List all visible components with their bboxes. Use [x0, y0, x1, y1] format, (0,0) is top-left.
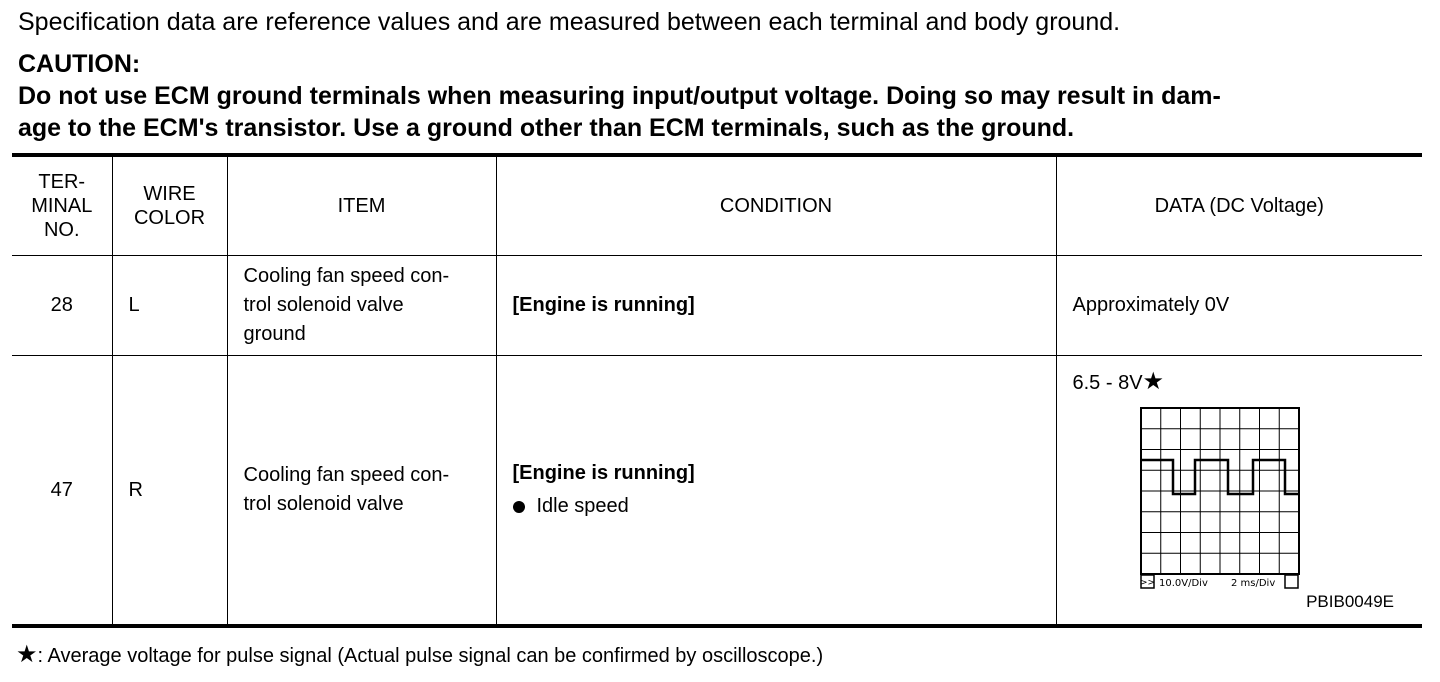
data-cell: [1056, 356, 1422, 627]
item-description: Cooling fan speed con- trol solenoid valve: [227, 356, 496, 627]
caution-text: [18, 80, 1428, 144]
wire-color: R: [112, 356, 227, 627]
oscilloscope-waveform: [1123, 406, 1303, 590]
bullet-icon: [513, 501, 525, 513]
item-description: Cooling fan speed con- trol solenoid valve ground: [227, 256, 496, 356]
wire-color: L: [112, 256, 227, 356]
star-icon: ★: [16, 641, 38, 668]
caution-line-2: age to the ECM's transistor. Use a ground other than ECM terminals, such as the ground.: [18, 114, 1075, 142]
condition: [Engine is running]: [496, 256, 1056, 356]
header-item: ITEM: [227, 155, 496, 256]
table-row: [12, 356, 1422, 627]
header-terminal-no: TER- MINAL NO.: [12, 155, 112, 256]
header-condition: CONDITION: [496, 155, 1056, 256]
scope-mode-icon: >>: [1139, 578, 1155, 588]
terminal-number: 47: [12, 356, 112, 627]
caution-title: CAUTION:: [18, 50, 141, 78]
scope-time-div: 2 ms/Div: [1230, 578, 1275, 589]
condition: [496, 356, 1056, 627]
figure-code: PBIB0049E: [1306, 592, 1394, 611]
table-row: [12, 256, 1422, 356]
terminal-number: 28: [12, 256, 112, 356]
star-icon: ★: [1142, 368, 1165, 395]
condition-text: [Engine is running]: [512, 462, 695, 484]
terminal-spec-table: [12, 153, 1422, 628]
intro-text: Specification data are reference values and are measured between each terminal and body ground.: [18, 8, 1121, 36]
caution-line-1: Do not use ECM ground terminals when measuring input/output voltage. Doing so may result in dam-: [18, 82, 1221, 110]
header-data: DATA (DC Voltage): [1056, 155, 1422, 256]
table-header-row: [12, 155, 1422, 256]
data-value: Approximately 0V: [1056, 256, 1422, 356]
data-value: 6.5 - 8V★: [1072, 368, 1165, 395]
scope-volt-div: 10.0V/Div: [1158, 578, 1208, 589]
footnote: ★: Average voltage for pulse signal (Actual pulse signal can be confirmed by oscilloscope.): [16, 641, 824, 668]
condition-bullet: Idle speed: [513, 495, 1056, 518]
header-wire-color: WIRE COLOR: [112, 155, 227, 256]
